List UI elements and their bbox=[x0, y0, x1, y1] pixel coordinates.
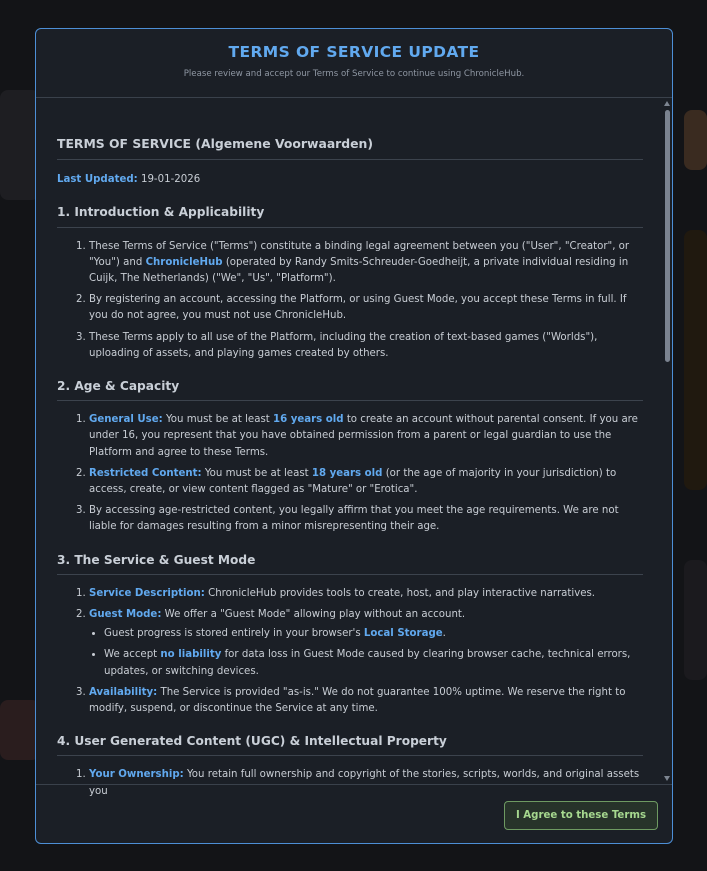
vertical-scrollbar[interactable] bbox=[663, 98, 671, 784]
item-text: We accept bbox=[104, 649, 161, 661]
item-text: ChronicleHub provides tools to create, host, and play interactive narratives. bbox=[204, 587, 596, 599]
modal-subtitle: Please review and accept our Terms of Service to continue using ChronicleHub. bbox=[183, 69, 525, 79]
terms-content bbox=[36, 98, 672, 800]
background-shape bbox=[684, 110, 707, 170]
item-text: You must be at least bbox=[162, 414, 273, 426]
item-label: Guest Mode: bbox=[89, 609, 162, 621]
section-list bbox=[57, 412, 643, 535]
highlight: 18 years old bbox=[311, 467, 383, 479]
background-shape bbox=[0, 90, 40, 200]
modal-footer bbox=[36, 784, 672, 845]
section-list bbox=[57, 586, 643, 717]
item-text: . bbox=[442, 628, 446, 640]
item-label: Restricted Content: bbox=[89, 467, 202, 479]
highlight: Local Storage bbox=[363, 628, 443, 640]
item-label: General Use: bbox=[89, 414, 163, 426]
section-title: 4. User Generated Content (UGC) & Intellectual Property bbox=[57, 733, 643, 756]
list-item: 3. These Terms apply to all use of the Platform, including the creation of text-based games ("Worlds"), uploading of assets, and playing games created by others. bbox=[89, 330, 643, 362]
brand-name: ChronicleHub bbox=[145, 256, 223, 268]
item-text: We offer a "Guest Mode" allowing play without an account. bbox=[161, 609, 466, 621]
item-text: You must be at least bbox=[201, 467, 312, 479]
modal-header bbox=[36, 29, 672, 98]
list-item bbox=[89, 586, 643, 602]
sub-list bbox=[89, 626, 643, 680]
terms-modal bbox=[35, 28, 673, 844]
list-item bbox=[89, 607, 643, 680]
last-updated-label: Last Updated: bbox=[57, 174, 138, 186]
item-text: to create an account without parental consent. If you are under 16, you represent that you have obtained permission from a parent or legal guardian to use the Platform and agree to these Terms. bbox=[89, 414, 638, 458]
sub-list-item bbox=[104, 647, 643, 679]
background-shape bbox=[684, 560, 707, 680]
modal-title: TERMS OF SERVICE UPDATE bbox=[228, 43, 480, 61]
last-updated-value: 19-01-2026 bbox=[137, 174, 201, 186]
item-text: for data loss in Guest Mode caused by clearing browser cache, technical errors, updates, or switching devices. bbox=[104, 649, 631, 677]
highlight: no liability bbox=[160, 649, 222, 661]
section-title: 1. Introduction & Applicability bbox=[57, 204, 643, 227]
terms-scroll-area[interactable] bbox=[36, 98, 672, 797]
last-updated bbox=[57, 172, 643, 188]
scrollbar-thumb[interactable] bbox=[665, 110, 670, 362]
item-text: (or the age of majority in your jurisdiction) to access, create, or view content flagged as "Mature" or "Erotica". bbox=[89, 467, 617, 496]
list-item: 3. By accessing age-restricted content, you legally affirm that you meet the age requirements. We are not liable for damages resulting from a minor misrepresenting their age. bbox=[89, 503, 643, 535]
list-item bbox=[89, 685, 643, 717]
item-label: Your Ownership: bbox=[89, 769, 184, 781]
list-item bbox=[89, 239, 643, 288]
item-label: Availability: bbox=[89, 686, 158, 698]
scroll-down-arrow-icon[interactable] bbox=[664, 776, 670, 781]
scroll-up-arrow-icon[interactable] bbox=[664, 101, 670, 106]
item-label: Service Description: bbox=[89, 587, 205, 599]
list-item bbox=[89, 412, 643, 461]
background-shape bbox=[684, 230, 707, 490]
background-shape bbox=[0, 700, 40, 760]
document-title: TERMS OF SERVICE (Algemene Voorwaarden) bbox=[57, 98, 643, 160]
item-text: You retain full ownership and copyright of the stories, scripts, worlds, and original assets you bbox=[89, 769, 640, 797]
sub-list-item bbox=[104, 626, 643, 642]
highlight: 16 years old bbox=[273, 414, 344, 426]
section-list bbox=[57, 239, 643, 362]
item-text: The Service is provided "as-is." We do not guarantee 100% uptime. We reserve the right to modify, suspend, or discontinue the Service at any time. bbox=[89, 686, 626, 715]
list-item: 2. By registering an account, accessing the Platform, or using Guest Mode, you accept these Terms in full. If you do not agree, you must not use ChronicleHub. bbox=[89, 292, 643, 324]
item-text: These Terms of Service ("Terms") constitute a binding legal agreement between you ("User", "Creator", or "You") and bbox=[89, 240, 630, 268]
item-text: (operated by Randy Smits-Schreuder-Goedheijt, a private individual residing in Cuijk, The Netherlands) ("We", "Us", "Platform"). bbox=[89, 256, 629, 285]
agree-button[interactable]: I Agree to these Terms bbox=[504, 801, 658, 830]
section-title: 2. Age & Capacity bbox=[57, 378, 643, 401]
list-item bbox=[89, 466, 643, 498]
item-text: Guest progress is stored entirely in your browser's bbox=[104, 628, 364, 640]
section-title: 3. The Service & Guest Mode bbox=[57, 552, 643, 575]
